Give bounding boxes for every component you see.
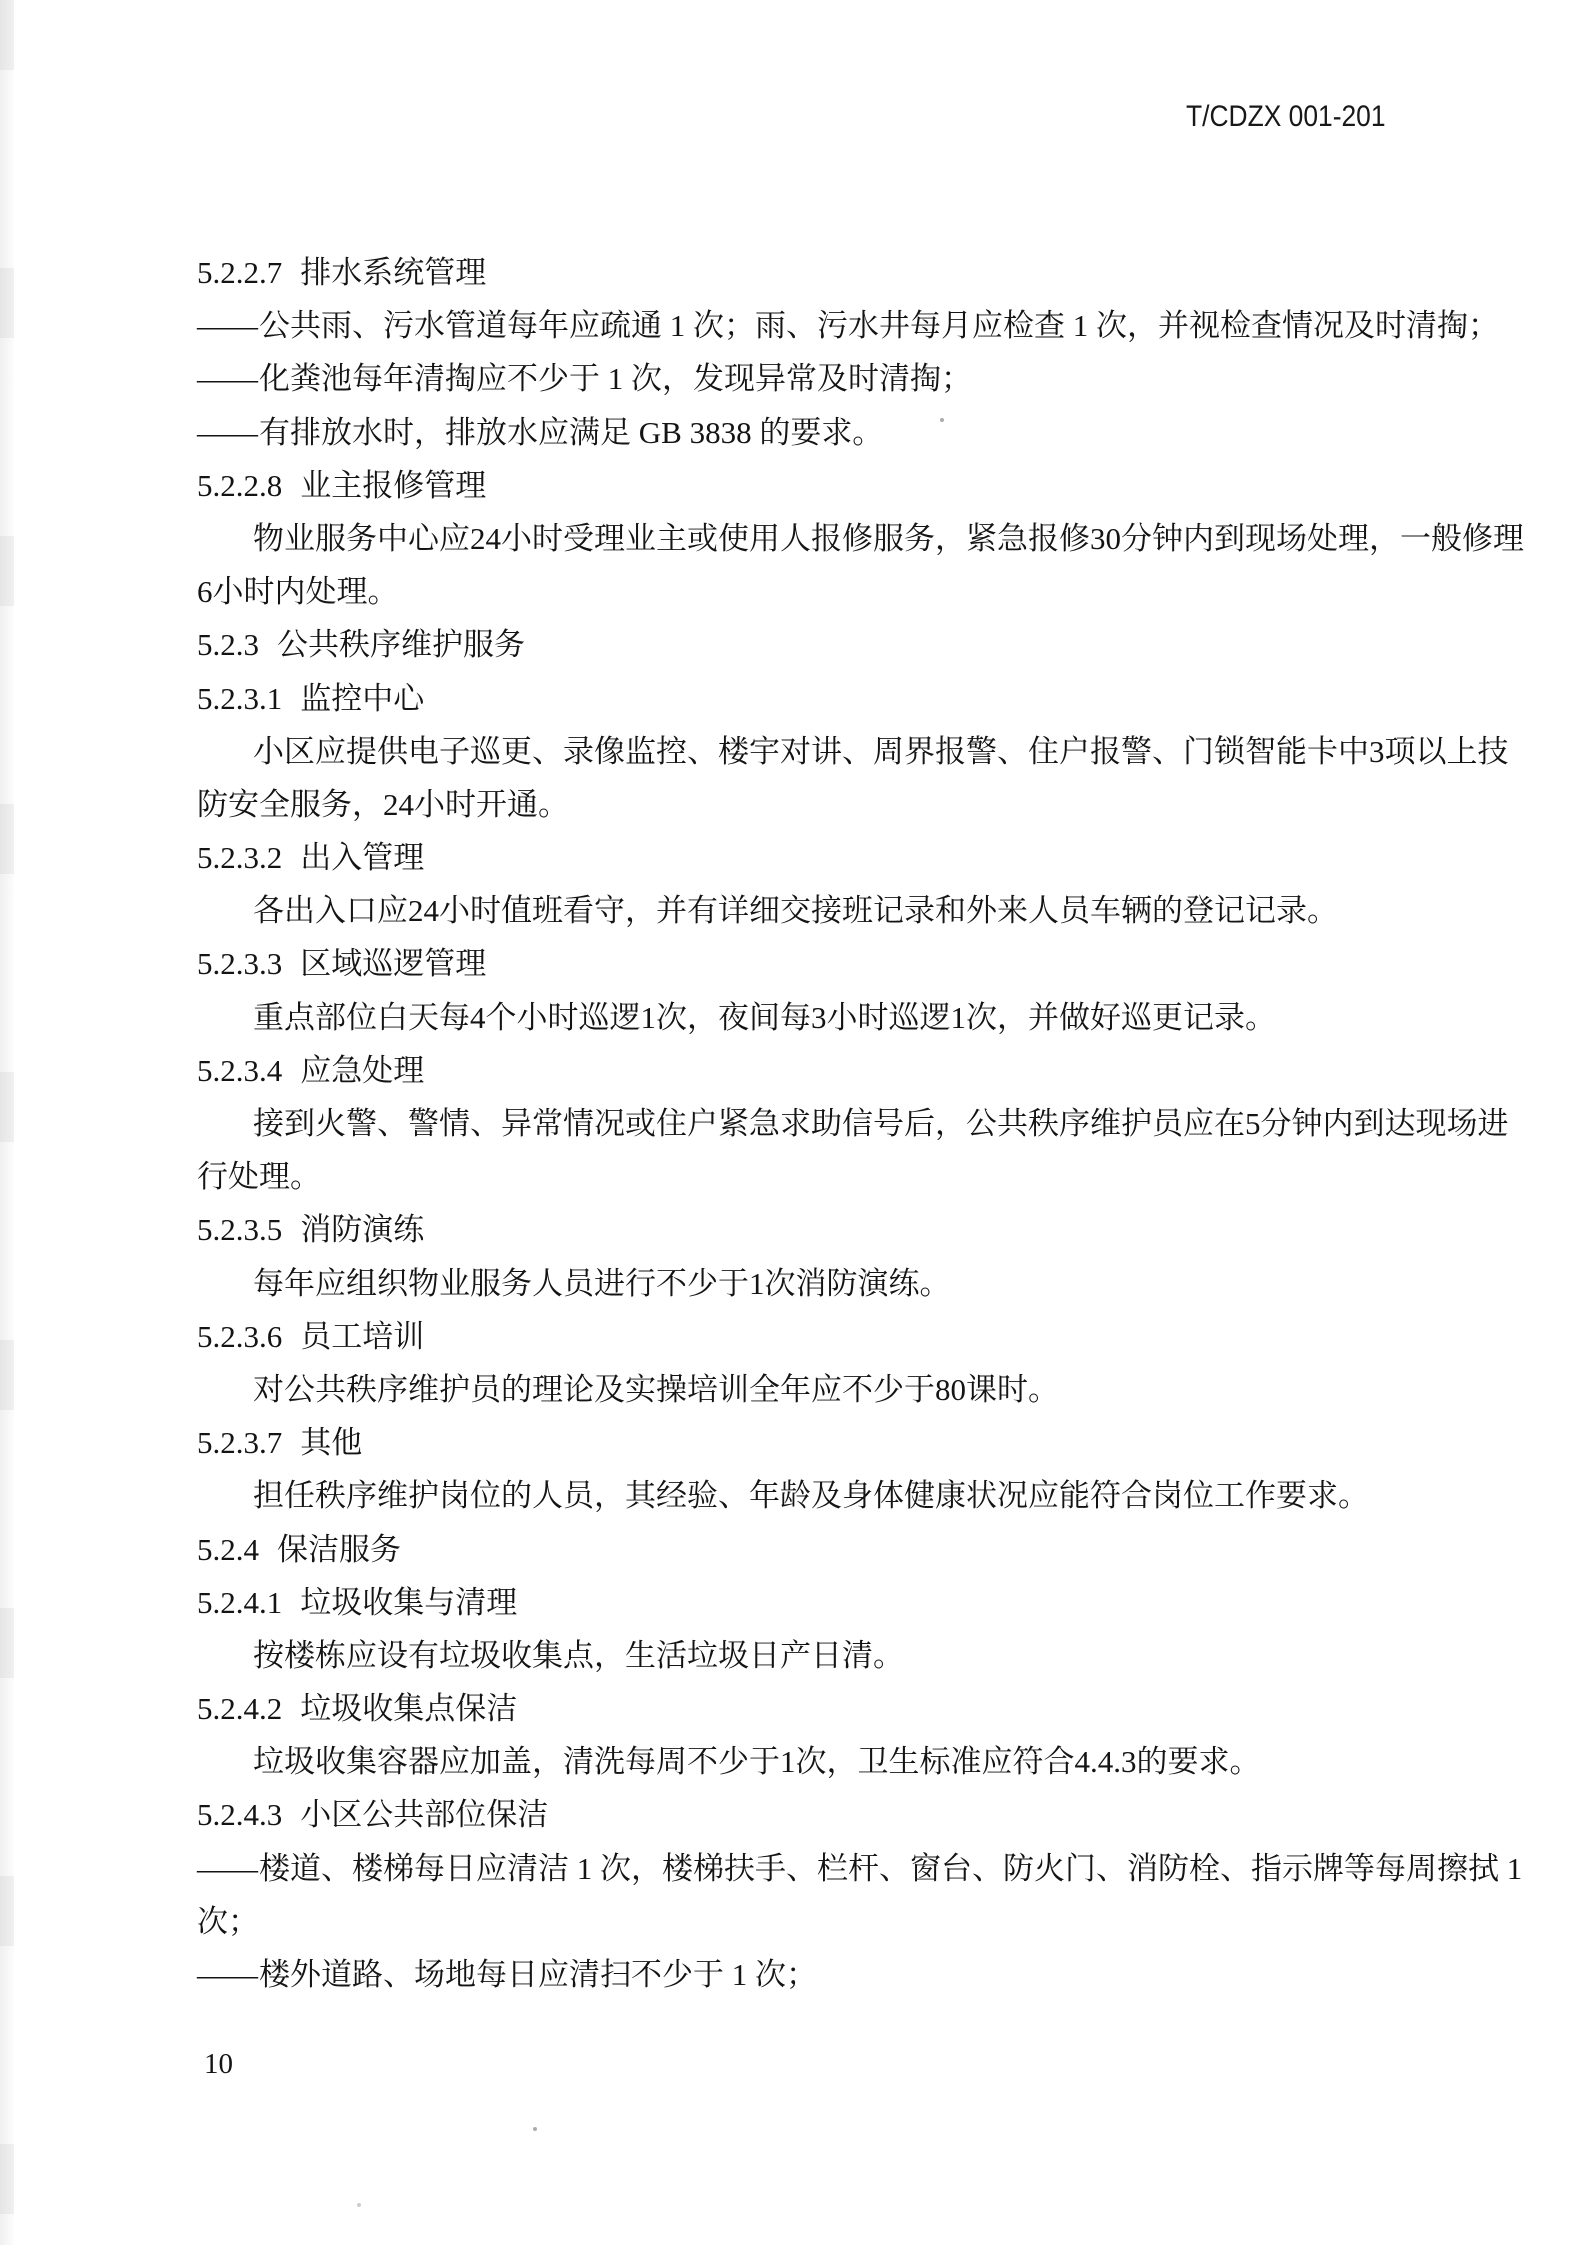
doc-line	[197, 1895, 1457, 1948]
line-text: 各出入口应24小时值班看守，并有详细交接班记录和外来人员车辆的登记记录。	[253, 893, 1338, 929]
section-title: 应急处理	[300, 1052, 425, 1088]
section-number: 5.2.2.7	[197, 255, 283, 290]
section-number: 5.2.4.1	[197, 1584, 283, 1620]
scan-speck	[940, 418, 944, 422]
section-number: 5.2.3.2	[197, 840, 283, 876]
line-text: 垃圾收集容器应加盖，清洗每周不少于1次，卫生标准应符合4.4.3的要求。	[253, 1744, 1261, 1780]
doc-line	[197, 1469, 1457, 1522]
doc-line	[197, 1257, 1457, 1310]
line-text: 重点部位白天每4个小时巡逻1次，夜间每3小时巡逻1次，并做好巡更记录。	[253, 999, 1276, 1035]
line-text: 防安全服务，24小时开通。	[197, 786, 569, 822]
dash-prefix: ——	[197, 361, 257, 397]
section-heading	[197, 672, 1457, 725]
doc-line	[197, 1363, 1457, 1416]
line-text: 对公共秩序维护员的理论及实操培训全年应不少于80课时。	[253, 1371, 1059, 1407]
section-number: 5.2.3.4	[197, 1052, 283, 1088]
section-heading	[197, 1416, 1457, 1469]
line-text: 接到火警、警情、异常情况或住户紧急求助信号后，公共秩序维护员应在5分钟内到达现场进	[253, 1106, 1509, 1141]
section-number: 5.2.3.6	[197, 1318, 283, 1354]
section-title: 垃圾收集点保洁	[300, 1691, 518, 1727]
section-heading	[197, 1044, 1457, 1097]
scan-speck	[533, 2127, 537, 2131]
line-text: 楼道、楼梯每日应清洁 1 次，楼梯扶手、栏杆、窗台、防火门、消防栓、指示牌等每周擦拭 1	[259, 1850, 1523, 1886]
doc-line	[197, 512, 1524, 565]
doc-line	[197, 1150, 1457, 1203]
section-title: 排水系统管理	[300, 255, 487, 290]
section-number: 5.2.3.3	[197, 946, 283, 982]
line-text: 6小时内处理。	[197, 574, 399, 610]
doc-line	[197, 1629, 1457, 1682]
section-heading	[197, 246, 1457, 299]
dash-prefix: ——	[197, 414, 257, 450]
page-number: 10	[204, 2048, 233, 2080]
doc-line	[197, 352, 1457, 405]
doc-line	[197, 299, 1499, 352]
doc-line	[197, 1948, 1457, 2001]
section-heading	[197, 459, 1457, 512]
scan-edge-shadow	[0, 0, 14, 2245]
section-title: 出入管理	[300, 840, 425, 876]
section-number: 5.2.4	[197, 1531, 259, 1567]
section-heading	[197, 618, 1457, 671]
doc-line	[197, 1097, 1509, 1150]
section-number: 5.2.3.5	[197, 1212, 283, 1248]
doc-line	[197, 778, 1457, 831]
line-text: 物业服务中心应24小时受理业主或使用人报修服务，紧急报修30分钟内到现场处理，一般修理	[253, 520, 1524, 556]
line-text: 楼外道路、场地每日应清扫不少于 1 次；	[259, 1957, 817, 1992]
section-heading	[197, 1682, 1457, 1735]
line-text: 次；	[197, 1903, 259, 1939]
section-heading	[197, 1788, 1457, 1841]
doc-line	[197, 565, 1457, 618]
section-number: 5.2.3.7	[197, 1425, 283, 1461]
line-text: 小区应提供电子巡更、录像监控、楼宇对讲、周界报警、住户报警、门锁智能卡中3项以上技	[253, 733, 1509, 769]
line-text: 每年应组织物业服务人员进行不少于1次消防演练。	[253, 1265, 951, 1301]
section-title: 小区公共部位保洁	[300, 1797, 549, 1833]
document-body	[197, 246, 1524, 2001]
scan-speck	[357, 2203, 361, 2207]
section-number: 5.2.4.2	[197, 1691, 283, 1727]
section-title: 监控中心	[300, 680, 425, 716]
section-heading	[197, 831, 1457, 884]
section-title: 保洁服务	[277, 1531, 401, 1567]
section-title: 员工培训	[300, 1318, 425, 1354]
dash-prefix: ——	[197, 1850, 257, 1886]
dash-prefix: ——	[197, 1957, 257, 1992]
line-text: 有排放水时，排放水应满足 GB 3838 的要求。	[259, 414, 884, 450]
doc-line	[197, 991, 1457, 1044]
doc-line	[197, 406, 1457, 459]
line-text: 公共雨、污水管道每年应疏通 1 次；雨、污水井每月应检查 1 次，并视检查情况及时清掏；	[259, 308, 1499, 344]
section-title: 其他	[300, 1425, 363, 1461]
line-text: 化粪池每年清掏应不少于 1 次，发现异常及时清掏；	[259, 361, 972, 397]
section-title: 区域巡逻管理	[300, 946, 487, 982]
section-title: 公共秩序维护服务	[277, 627, 525, 663]
section-number: 5.2.3	[197, 627, 259, 663]
section-heading	[197, 1576, 1457, 1629]
doc-line	[197, 1842, 1523, 1895]
section-heading	[197, 1203, 1457, 1256]
section-number: 5.2.4.3	[197, 1797, 283, 1833]
line-text: 按楼栋应设有垃圾收集点，生活垃圾日产日清。	[253, 1637, 904, 1673]
line-text: 行处理。	[197, 1159, 321, 1195]
doc-line	[197, 725, 1509, 778]
line-text: 担任秩序维护岗位的人员，其经验、年龄及身体健康状况应能符合岗位工作要求。	[253, 1478, 1369, 1514]
standard-number-header: T/CDZX 001-201	[1186, 100, 1386, 133]
section-title: 业主报修管理	[300, 467, 487, 503]
doc-line	[197, 1735, 1457, 1788]
section-title: 消防演练	[300, 1212, 425, 1248]
section-number: 5.2.2.8	[197, 467, 283, 503]
doc-line	[197, 884, 1457, 937]
section-heading	[197, 1523, 1457, 1576]
section-title: 垃圾收集与清理	[300, 1584, 518, 1620]
section-heading	[197, 1310, 1457, 1363]
dash-prefix: ——	[197, 308, 257, 344]
section-heading	[197, 937, 1457, 990]
section-number: 5.2.3.1	[197, 680, 283, 716]
